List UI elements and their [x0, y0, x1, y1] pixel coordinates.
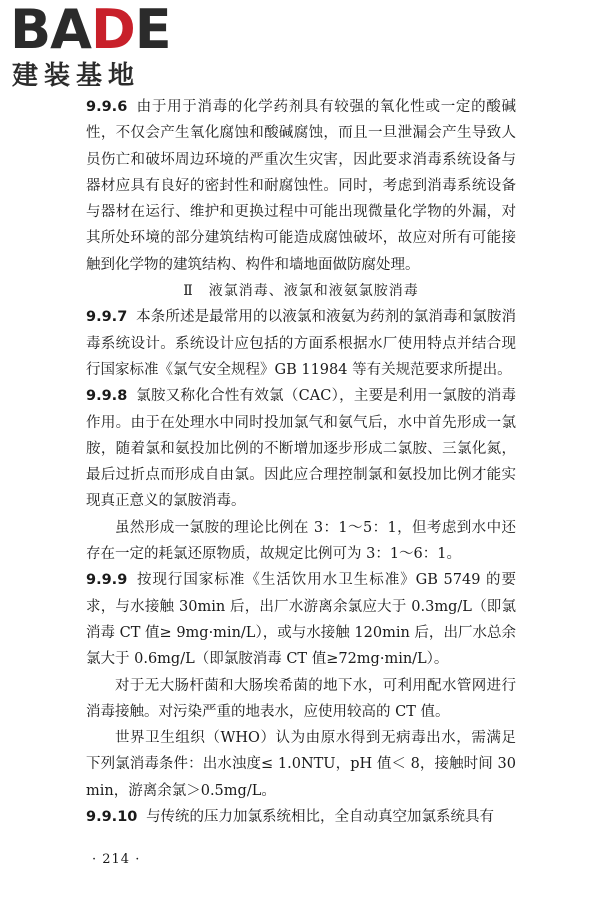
clause-text: 氯胺又称化合性有效氯（CAC），主要是利用一氯胺的消毒作用。由于在处理水中同时投加氯气和氨气后，水中首先形成一氯胺，随着氯和氨投加比例的不断增加逐步形成二氯胺、三氯化氮，最后过折点而形成自由氯。因此应合理控制氯和氨投加比例才能实现真正意义的氯胺消毒。 [86, 388, 516, 510]
clause-9-9-9-groundwater-paragraph: 对于无大肠杆菌和大肠埃希菌的地下水，可利用配水管网进行消毒接触。对污染严重的地表水，应使用较高的 CT 值。 [86, 677, 516, 720]
clause-9-9-6 [86, 94, 516, 278]
clause-number: 9.9.6 [86, 99, 128, 115]
clause-number: 9.9.9 [86, 572, 128, 589]
logo-subtitle: 建装基地 [12, 61, 141, 91]
bade-logo [10, 2, 185, 92]
clause-number: 9.9.8 [86, 388, 128, 405]
clause-number: 9.9.7 [86, 309, 128, 326]
clause-text: 由于用于消毒的化学药剂具有较强的氧化性或一定的酸碱性，不仅会产生氧化腐蚀和酸碱腐蚀，而且一旦泄漏会产生导致人员伤亡和破坏周边环境的严重次生灾害，因此要求消毒系统设备与器材应具有良好的密封性和耐腐蚀性。同时，考虑到消毒系统设备与器材在运行、维护和更换过程中可能出现微量化学物的外漏，对其所处环境的部分建筑结构可能造成腐蚀破坏，故应对所有可能接触到化学物的建筑结构、构件和墙地面做防腐处理。 [86, 99, 516, 273]
logo-accent-letter: D [90, 0, 135, 61]
clause-text: 按现行国家标准《生活饮用水卫生标准》GB 5749 的要求，与水接触 30min 后，出厂水游离余氯应大于 0.3mg/L（即氯消毒 CT 值≥ 9mg·min/L），或与水接触 120min 后，出厂水总余氯大于 0.6mg/L（即氯胺消毒 CT 值≥72mg·min/L）。 [86, 572, 516, 668]
clause-9-9-8 [86, 383, 516, 514]
logo-wordmark: BADE [10, 0, 171, 61]
clause-9-9-9 [86, 567, 516, 672]
document-body [86, 94, 516, 830]
page-number: · 214 · [92, 852, 141, 867]
clause-text: 本条所述是最常用的以液氯和液氨为药剂的氯消毒和氯胺消毒系统设计。系统设计应包括的方面系根据水厂使用特点并结合现行国家标准《氯气安全规程》GB 11984 等有关规范要求所提出。 [86, 309, 516, 378]
clause-9-9-10 [86, 804, 516, 830]
clause-9-9-8-ratio-paragraph: 虽然形成一氯胺的理论比例在 3：1～5：1，但考虑到水中还存在一定的耗氯还原物质，故规定比例可为 3：1～6：1。 [86, 519, 516, 563]
clause-9-9-7 [86, 304, 516, 383]
clause-text: 与传统的压力加氯系统相比，全自动真空加氯系统具有 [146, 809, 495, 826]
clause-9-9-9-who-paragraph: 世界卫生组织（WHO）认为由原水得到无病毒出水，需满足下列氯消毒条件：出水浊度≤ 1.0NTU，pH 值＜ 8，接触时间 30min，游离余氯＞0.5mg/L。 [86, 730, 516, 799]
section-heading: Ⅱ 液氯消毒、液氯和液氨氯胺消毒 [183, 283, 419, 300]
clause-number: 9.9.10 [86, 809, 138, 826]
